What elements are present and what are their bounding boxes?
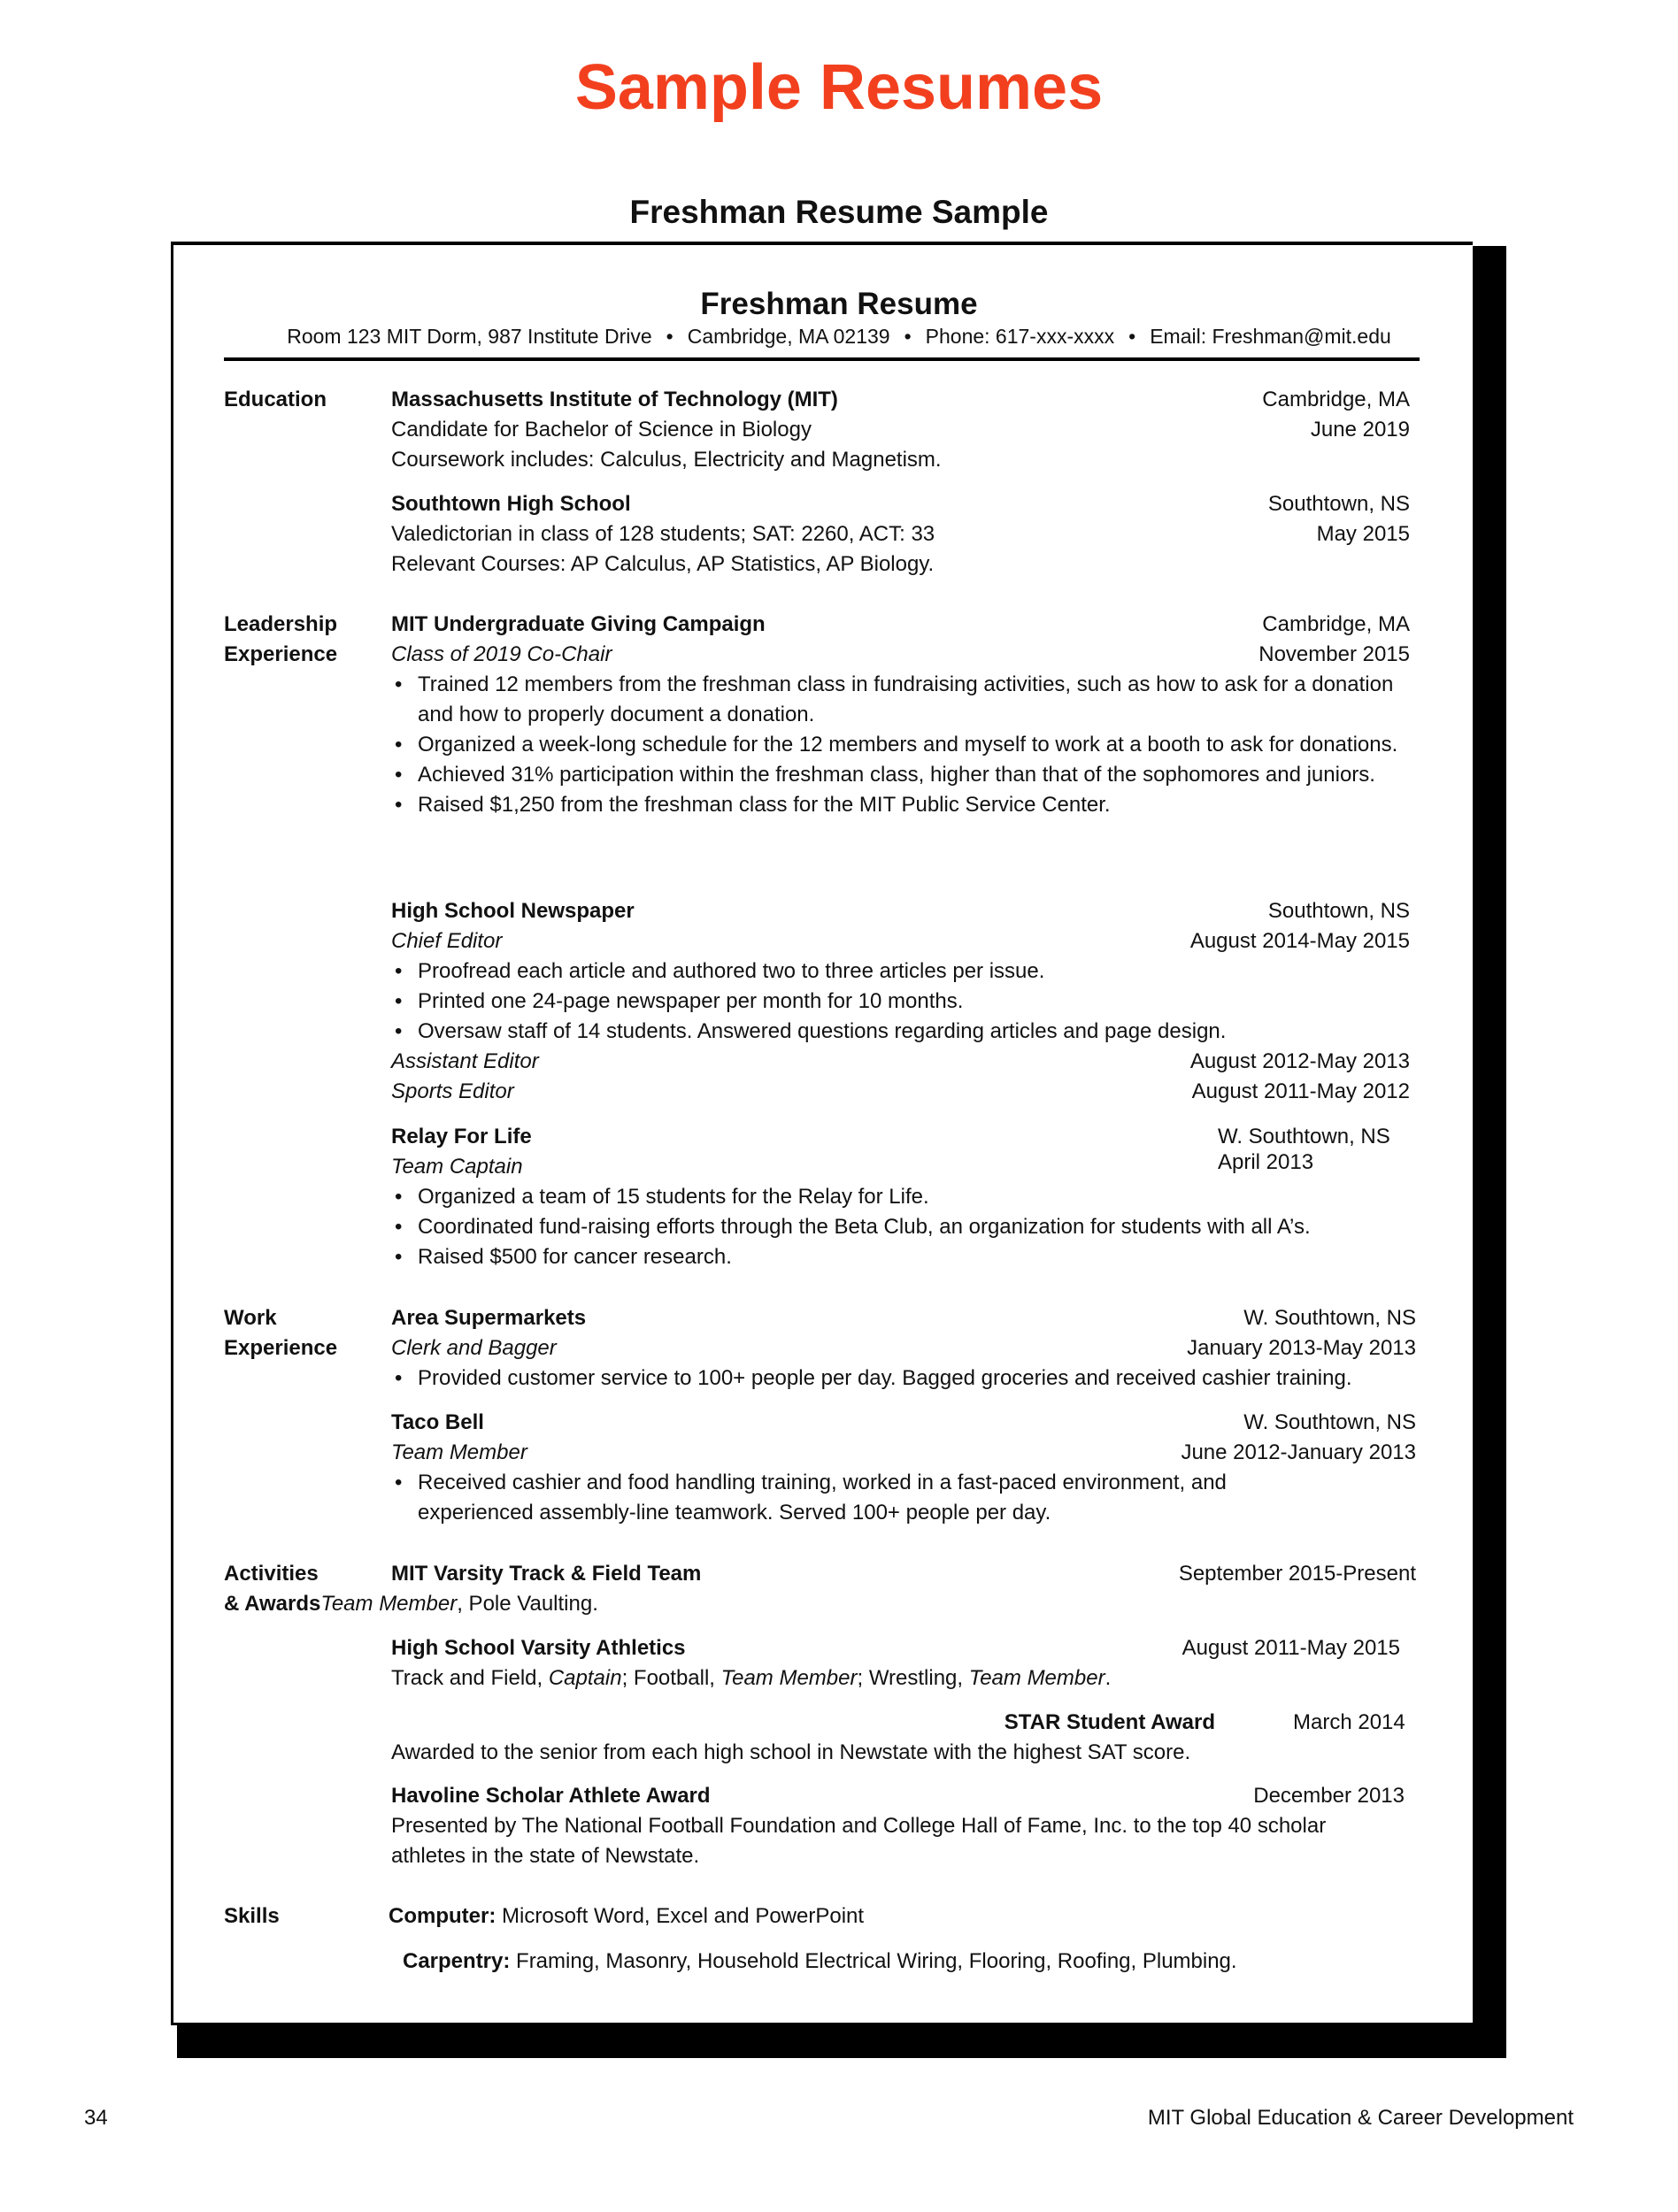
- entry-mit: [391, 385, 1410, 475]
- bullet: • Trained 12 members from the freshman class in fundraising activities, such as how to ask for a donation and how to properly document a donation.: [391, 670, 1405, 730]
- city: Cambridge, MA 02139: [687, 325, 890, 348]
- role: Chief Editor: [391, 929, 503, 953]
- role: Team Member: [320, 1592, 458, 1616]
- header-rule: [224, 357, 1420, 361]
- email: Email: Freshman@mit.edu: [1150, 325, 1391, 348]
- date: April 2013: [1218, 1150, 1314, 1174]
- location: W. Southtown, NS: [1243, 1410, 1416, 1434]
- org: Area Supermarkets: [391, 1306, 587, 1330]
- text: ; Wrestling,: [857, 1666, 969, 1690]
- address: Room 123 MIT Dorm, 987 Institute Drive: [287, 325, 652, 348]
- date: November 2015: [1258, 642, 1410, 666]
- track-field-detail-line: [224, 1589, 598, 1619]
- entry-area-supermarkets: [391, 1303, 1416, 1394]
- degree: Candidate for Bachelor of Science in Biology: [391, 418, 812, 442]
- role: Team Member: [391, 1440, 527, 1464]
- skill-label: Computer:: [389, 1904, 496, 1928]
- location: W. Southtown, NS: [1218, 1125, 1390, 1148]
- location: Southtown, NS: [1267, 492, 1410, 516]
- entry-relay-for-life: [391, 1122, 1410, 1272]
- role: Team Member: [720, 1666, 858, 1690]
- org: Southtown High School: [391, 492, 631, 516]
- text: Track and Field,: [391, 1666, 549, 1690]
- section-label-education: Education: [224, 388, 327, 411]
- star-award-title: [0, 1708, 1215, 1738]
- role: Class of 2019 Co-Chair: [391, 642, 612, 666]
- bullet: • Organized a week-long schedule for the 12 members and myself to work at a booth to ask for donations.: [391, 730, 1405, 760]
- org: MIT Undergraduate Giving Campaign: [391, 612, 766, 636]
- entry-varsity-athletics: [391, 1633, 1400, 1694]
- desc: athletes in the state of Newstate.: [391, 1844, 700, 1868]
- org: STAR Student Award: [1004, 1710, 1215, 1734]
- location: W. Southtown, NS: [1243, 1306, 1416, 1330]
- bullet: • Proofread each article and authored two to three articles per issue.: [391, 956, 1405, 987]
- section-label-awards: & Awards: [224, 1592, 321, 1616]
- separator: •: [1128, 325, 1136, 348]
- location: Southtown, NS: [1267, 899, 1410, 923]
- date: August 2011-May 2012: [1191, 1079, 1410, 1103]
- bullet: • Provided customer service to 100+ people per day. Bagged groceries and received cashier training.: [391, 1363, 1418, 1394]
- entry-taco-bell: [391, 1408, 1416, 1528]
- org: Massachusetts Institute of Technology (MIT): [391, 388, 838, 411]
- skill-label: Carpentry:: [403, 1949, 511, 1973]
- resume-name: Freshman Resume: [700, 287, 978, 321]
- footer-organization: MIT Global Education & Career Development: [1147, 2106, 1574, 2130]
- location: Cambridge, MA: [1262, 612, 1410, 636]
- bullet: • Organized a team of 15 students for the Relay for Life.: [391, 1182, 1405, 1212]
- detail: , Pole Vaulting.: [457, 1592, 598, 1616]
- contact-line: [0, 325, 1678, 349]
- entry-high-school: [391, 489, 1410, 580]
- label-line: Work: [224, 1306, 277, 1330]
- role: Team Member: [968, 1666, 1105, 1690]
- bullet: • Oversaw staff of 14 students. Answered questions regarding articles and page design.: [391, 1017, 1405, 1047]
- bullet: • Raised $500 for cancer research.: [391, 1242, 1405, 1272]
- bullet: • Raised $1,250 from the freshman class for the MIT Public Service Center.: [391, 790, 1405, 820]
- org: Havoline Scholar Athlete Award: [391, 1784, 711, 1808]
- skill-computer: [389, 1901, 864, 1932]
- label-line: Experience: [224, 642, 338, 666]
- role: Clerk and Bagger: [391, 1336, 557, 1360]
- text: .: [1105, 1666, 1112, 1690]
- entry-newspaper: [391, 896, 1410, 1107]
- org: High School Newspaper: [391, 899, 635, 923]
- date: August 2014-May 2015: [1189, 929, 1410, 953]
- bullet: • Received cashier and food handling training, worked in a fast-paced environment, and experienced assembly-line teamwork. Served 100+ people per day.: [391, 1468, 1303, 1528]
- org: Taco Bell: [391, 1410, 484, 1434]
- star-award-desc: Awarded to the senior from each high school in Newstate with the highest SAT score.: [391, 1740, 1191, 1764]
- section-label-leadership: [224, 610, 337, 670]
- page-title: Sample Resumes: [574, 52, 1104, 123]
- page-number: 34: [84, 2106, 108, 2130]
- role: Assistant Editor: [391, 1049, 539, 1073]
- date: December 2013: [1253, 1784, 1405, 1808]
- skill-value: Microsoft Word, Excel and PowerPoint: [496, 1904, 865, 1928]
- role: Sports Editor: [391, 1079, 514, 1103]
- phone: Phone: 617-xxx-xxxx: [925, 325, 1115, 348]
- skill-carpentry: [403, 1947, 1237, 1977]
- org: High School Varsity Athletics: [391, 1636, 686, 1660]
- section-label-skills: Skills: [224, 1904, 280, 1928]
- date: August 2012-May 2013: [1189, 1049, 1410, 1073]
- courses: Relevant Courses: AP Calculus, AP Statistics, AP Biology.: [391, 552, 935, 576]
- org: MIT Varsity Track & Field Team: [391, 1562, 702, 1586]
- bullet: • Printed one 24-page newspaper per month for 10 months.: [391, 987, 1405, 1017]
- star-award-date: March 2014: [1293, 1710, 1405, 1734]
- date: June 2012-January 2013: [1181, 1440, 1416, 1464]
- role: Team Captain: [391, 1155, 523, 1179]
- entry-havoline: [391, 1781, 1405, 1871]
- location: Cambridge, MA: [1262, 388, 1410, 411]
- org: Relay For Life: [391, 1125, 532, 1148]
- date: June 2019: [1310, 418, 1410, 442]
- section-label-work: [224, 1303, 337, 1363]
- date: January 2013-May 2013: [1187, 1336, 1416, 1360]
- honors: Valedictorian in class of 128 students; SAT: 2260, ACT: 33: [391, 522, 935, 546]
- separator: •: [904, 325, 912, 348]
- date: August 2011-May 2015: [1182, 1636, 1400, 1660]
- bullet: • Coordinated fund-raising efforts through the Beta Club, an organization for students with all A’s.: [391, 1212, 1405, 1242]
- desc: Presented by The National Football Foundation and College Hall of Fame, Inc. to the top 40 scholar: [391, 1814, 1327, 1838]
- label-line: Experience: [224, 1336, 338, 1360]
- section-label-activities: Activities: [224, 1562, 319, 1586]
- coursework: Coursework includes: Calculus, Electricity and Magnetism.: [391, 448, 942, 472]
- date: September 2015-Present: [1178, 1562, 1416, 1586]
- separator: •: [666, 325, 674, 348]
- entry-giving-campaign: [391, 610, 1410, 820]
- text: ; Football,: [621, 1666, 721, 1690]
- bullet: • Achieved 31% participation within the freshman class, higher than that of the sophomores and juniors.: [391, 760, 1405, 790]
- skill-value: Framing, Masonry, Household Electrical Wiring, Flooring, Roofing, Plumbing.: [510, 1949, 1237, 1973]
- sports-line: [391, 1663, 1400, 1694]
- entry-track-field: [391, 1559, 1416, 1589]
- section-subtitle: Freshman Resume Sample: [629, 194, 1049, 230]
- role: Captain: [548, 1666, 622, 1690]
- date: May 2015: [1316, 522, 1410, 546]
- label-line: Leadership: [224, 612, 338, 636]
